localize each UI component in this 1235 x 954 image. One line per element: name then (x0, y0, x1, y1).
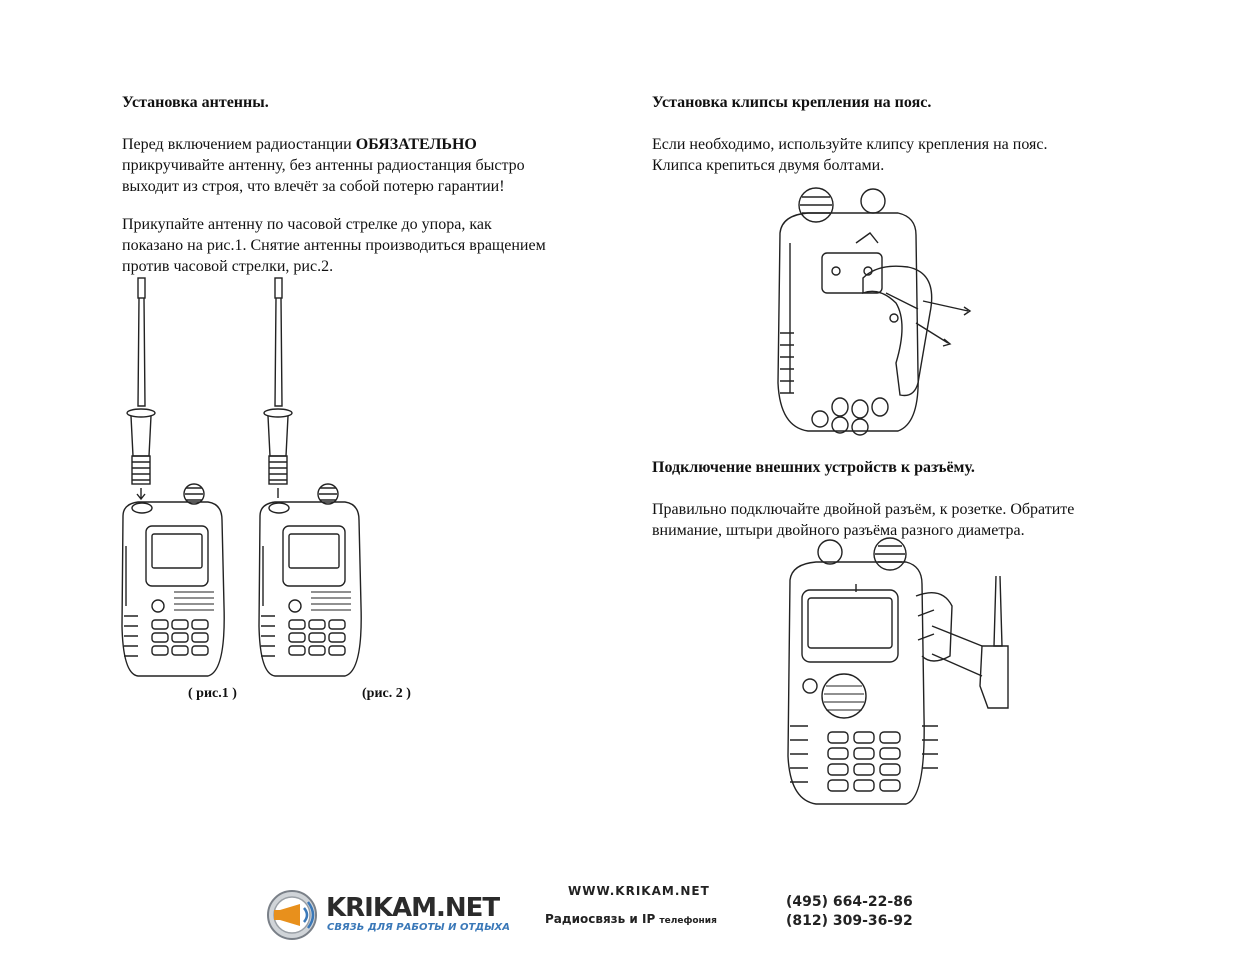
connector-illustration (782, 536, 1012, 808)
connector-line2: внимание, штыри двойного разъёма разного диаметра. (652, 522, 1025, 539)
antenna-section-title: Установка антенны. (122, 94, 269, 111)
left-column (122, 92, 612, 277)
p2-line1: Прикупайте антенну по часовой стрелке до упора, как (122, 216, 492, 233)
footer-subtitle-a: Радиосвязь и IP (545, 912, 656, 926)
connector-line1: Правильно подключайте двойной разъём, к розетке. Обратите (652, 501, 1075, 518)
antenna-install-illustration (118, 276, 378, 686)
p1-text: Перед включением радиостанции (122, 136, 356, 153)
phone-moscow: (495) 664-22-86 (786, 894, 913, 910)
figure-caption-1: ( рис.1 ) (188, 686, 237, 701)
right-column (652, 92, 1152, 176)
footer-url[interactable]: WWW.KRIKAM.NET (568, 884, 710, 898)
belt-clip-paragraph (652, 134, 1152, 176)
belt-line1: Если необходимо, используйте клипсу крепления на пояс. (652, 136, 1048, 153)
p1-line2: прикручивайте антенну, без антенны радиостанция быстро (122, 157, 525, 174)
p2-line2: показано на рис.1. Снятие антенны производиться вращением (122, 237, 546, 254)
belt-clip-section-title: Установка клипсы крепления на пояс. (652, 94, 932, 111)
p1-bold: ОБЯЗАТЕЛЬНО (355, 136, 477, 153)
antenna-paragraph-2 (122, 214, 612, 277)
antenna-paragraph-1 (122, 134, 612, 197)
p1-line3: выходит из строя, что влечёт за собой потерю гарантии! (122, 178, 505, 195)
belt-clip-illustration (768, 183, 978, 438)
footer-subtitle (545, 912, 717, 926)
connector-section-title: Подключение внешних устройств к разъёму. (652, 459, 975, 476)
krikam-logo-icon (262, 886, 328, 942)
connector-section (652, 457, 1172, 541)
figure-caption-2: (рис. 2 ) (362, 686, 411, 701)
p2-line3: против часовой стрелки, рис.2. (122, 258, 334, 275)
belt-line2: Клипса крепиться двумя болтами. (652, 157, 885, 174)
connector-paragraph (652, 499, 1172, 541)
logo-name: KRIKAM.NET (326, 893, 500, 923)
logo-tagline: СВЯЗЬ ДЛЯ РАБОТЫ И ОТДЫХА (327, 922, 511, 933)
footer-subtitle-b: телефония (659, 916, 717, 926)
phone-spb: (812) 309-36-92 (786, 913, 913, 929)
